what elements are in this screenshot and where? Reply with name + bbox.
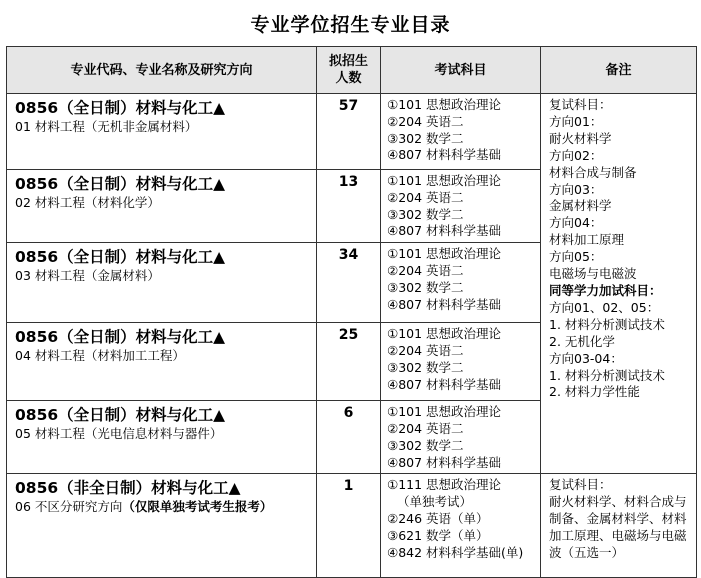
exam-subject: ③302 数学二 bbox=[387, 130, 464, 146]
note-line: 材料合成与制备 bbox=[549, 164, 637, 180]
note-line: 耐火材料学 bbox=[549, 130, 612, 146]
note-line: 同等学力加试科目： bbox=[549, 282, 662, 298]
note-line: 方向03： bbox=[549, 181, 603, 197]
header-notes: 备注 bbox=[541, 47, 697, 94]
page-title: 专业学位招生专业目录 bbox=[250, 14, 451, 36]
catalog-table bbox=[6, 46, 697, 578]
exam-subject: （单独考试） bbox=[397, 494, 473, 510]
major-code: 0856（全日制）材料与化工▲ bbox=[15, 406, 226, 425]
note-line: 方向05： bbox=[549, 249, 603, 265]
exam-subject: ①101 思想政治理论 bbox=[387, 404, 502, 420]
major-cell bbox=[7, 323, 317, 401]
enrollment-count: 13 bbox=[317, 170, 381, 243]
enrollment-count: 34 bbox=[317, 243, 381, 323]
exam-subject: ①111 思想政治理论 bbox=[387, 477, 502, 493]
major-code: 0856（全日制）材料与化工▲ bbox=[15, 99, 226, 117]
exam-subject: ④807 材料科学基础 bbox=[387, 147, 502, 163]
exam-subject: ③302 数学二 bbox=[387, 437, 464, 453]
major-cell bbox=[7, 170, 317, 243]
enrollment-count: 6 bbox=[317, 401, 381, 474]
note-heading: 复试科目： bbox=[549, 477, 612, 493]
exam-subjects bbox=[381, 94, 541, 170]
exam-subject: ①101 思想政治理论 bbox=[387, 173, 502, 188]
notes-cell bbox=[541, 474, 697, 578]
exam-subject: ②204 英语二 bbox=[387, 113, 464, 129]
exam-restriction: （仅限单独考试考生报考） bbox=[122, 499, 273, 515]
exam-subject: ②204 英语二 bbox=[387, 342, 464, 358]
note-line: 电磁场与电磁波 bbox=[549, 266, 637, 282]
note-line: 方向04： bbox=[549, 215, 603, 231]
exam-subject: ③621 数学（单） bbox=[387, 527, 489, 543]
research-direction: 06 不区分研究方向（仅限单独考试考生报考） bbox=[15, 499, 273, 515]
enrollment-count: 25 bbox=[317, 323, 381, 401]
exam-subjects bbox=[381, 243, 541, 323]
enrollment-count: 1 bbox=[317, 474, 381, 578]
major-code: 0856（全日制）材料与化工▲ bbox=[15, 248, 226, 267]
research-direction: 03 材料工程（金属材料） bbox=[15, 268, 160, 284]
note-line: 材料加工原理 bbox=[549, 232, 625, 248]
note-line: 1. 材料分析测试技术 bbox=[549, 367, 665, 383]
major-cell bbox=[7, 94, 317, 170]
major-code: 0856（非全日制）材料与化工▲ bbox=[15, 479, 241, 498]
exam-subjects bbox=[381, 323, 541, 401]
note-line: 复试科目： bbox=[549, 97, 612, 112]
exam-subject: ③302 数学二 bbox=[387, 359, 464, 375]
table-header-row bbox=[7, 47, 697, 94]
exam-subject: ①101 思想政治理论 bbox=[387, 326, 502, 342]
table-row bbox=[7, 474, 697, 578]
exam-subjects bbox=[381, 401, 541, 474]
header-major: 专业代码、专业名称及研究方向 bbox=[7, 47, 317, 94]
major-cell bbox=[7, 401, 317, 474]
exam-subject: ④807 材料科学基础 bbox=[387, 454, 502, 470]
note-body: 耐火材料学、材料合成与制备、金属材料学、材料加工原理、电磁场与电磁波（五选一） bbox=[549, 494, 687, 560]
header-subjects: 考试科目 bbox=[381, 47, 541, 94]
research-direction: 01 材料工程（无机非金属材料） bbox=[15, 119, 198, 134]
exam-subject: ②246 英语（单） bbox=[387, 510, 489, 526]
header-count: 拟招生人数 bbox=[317, 47, 381, 94]
research-direction: 02 材料工程（材料化学） bbox=[15, 195, 160, 210]
exam-subject: ④807 材料科学基础 bbox=[387, 223, 502, 239]
exam-subjects bbox=[381, 170, 541, 243]
exam-subject: ④807 材料科学基础 bbox=[387, 376, 502, 392]
exam-subject: ①101 思想政治理论 bbox=[387, 246, 502, 262]
exam-subject: ④807 材料科学基础 bbox=[387, 296, 502, 312]
major-code: 0856（全日制）材料与化工▲ bbox=[15, 328, 226, 347]
note-line: 方向03-04： bbox=[549, 350, 623, 366]
research-direction: 04 材料工程（材料加工工程） bbox=[15, 348, 185, 364]
note-line: 方向01： bbox=[549, 113, 603, 129]
exam-subject: ③302 数学二 bbox=[387, 279, 464, 295]
table-row bbox=[7, 94, 697, 170]
note-line: 2. 材料力学性能 bbox=[549, 384, 640, 400]
major-cell bbox=[7, 474, 317, 578]
note-line: 2. 无机化学 bbox=[549, 333, 615, 349]
note-line: 1. 材料分析测试技术 bbox=[549, 316, 665, 332]
exam-subject: ②204 英语二 bbox=[387, 420, 464, 436]
note-line: 方向01、02、05： bbox=[549, 299, 660, 315]
exam-subject: ①101 思想政治理论 bbox=[387, 97, 502, 112]
research-direction: 05 材料工程（光电信息材料与器件） bbox=[15, 426, 223, 442]
major-cell bbox=[7, 243, 317, 323]
exam-subjects bbox=[381, 474, 541, 578]
exam-subject: ②204 英语二 bbox=[387, 262, 464, 278]
exam-subject: ③302 数学二 bbox=[387, 206, 464, 222]
major-code: 0856（全日制）材料与化工▲ bbox=[15, 175, 226, 193]
note-line: 金属材料学 bbox=[549, 198, 612, 214]
exam-subject: ②204 英语二 bbox=[387, 189, 464, 205]
exam-subject: ④842 材料科学基础(单) bbox=[387, 544, 524, 560]
notes-cell bbox=[541, 94, 697, 474]
enrollment-count: 57 bbox=[317, 94, 381, 170]
note-line: 方向02： bbox=[549, 147, 603, 163]
